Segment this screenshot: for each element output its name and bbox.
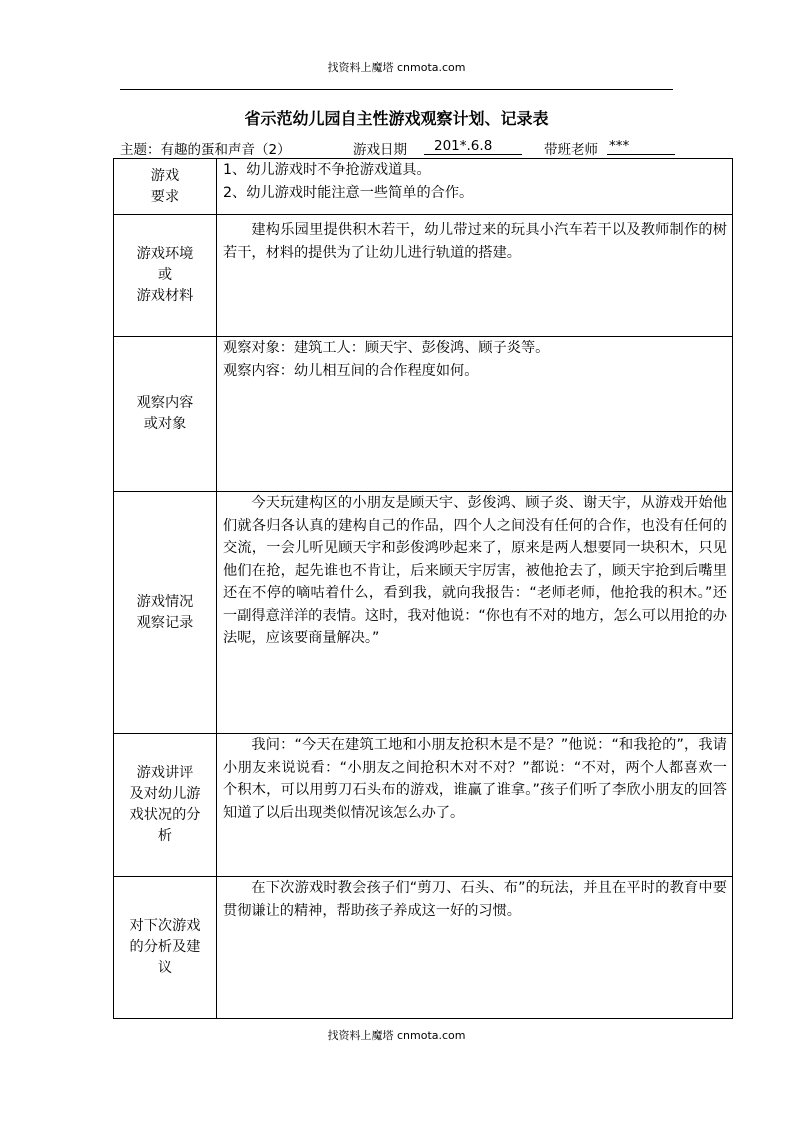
label-line: 对下次游戏 <box>129 918 201 934</box>
date-field <box>424 138 522 155</box>
label-evaluation <box>114 734 217 877</box>
label-line: 或 <box>157 267 173 283</box>
label-line: 的分析及建 <box>129 939 201 955</box>
content-evaluation <box>217 734 733 877</box>
label-line: 或对象 <box>143 416 187 432</box>
label-line: 游戏讲评 <box>136 765 194 781</box>
row-requirements <box>114 159 733 215</box>
evaluation-text: 我问：“今天在建筑工地和小朋友抢积木是不是？”他说：“和我抢的”，我请小朋友来说说看：“小朋友之间抢积木对不对？”都说：“不对，两个人都喜欢一个积木，可以用剪刀石头布的游戏，谁赢了谁拿。”孩子们听了李欣小朋友的回答知道了以后出现类似情况该怎么办了。 <box>223 737 727 821</box>
row-evaluation <box>114 734 733 877</box>
teacher-value: *** <box>607 138 675 155</box>
document-title: 省示范幼儿园自主性游戏观察计划、记录表 <box>244 109 549 128</box>
label-line: 游戏材料 <box>136 288 194 304</box>
content-observation-record <box>217 492 733 734</box>
suggestions-text: 在下次游戏时教会孩子们“剪刀、石头、布”的玩法，并且在平时的教育中要贯彻谦让的精神，帮助孩子养成这一好的习惯。 <box>223 880 727 919</box>
content-requirements <box>217 159 733 215</box>
label-line: 议 <box>157 960 173 976</box>
date-value: 201*.6.8 <box>424 138 522 155</box>
row-observation-record <box>114 492 733 734</box>
label-line: 观察内容 <box>136 395 194 411</box>
label-line: 游戏环境 <box>136 246 194 262</box>
observation-target-text: 观察对象：建筑工人：顾天宇、彭俊鸿、顾子炎等。 <box>223 340 550 356</box>
row-observation-target <box>114 337 733 492</box>
observation-content-text: 观察内容：幼儿相互间的合作程度如何。 <box>223 362 479 379</box>
label-line: 观察记录 <box>136 614 194 631</box>
label-requirements <box>114 159 217 215</box>
content-observation-target <box>217 337 733 492</box>
content-next-suggestions <box>217 877 733 1019</box>
observation-record-text: 今天玩建构区的小朋友是顾天宇、彭俊鸿、顾子炎、谢天宇，从游戏开始他们就各归各认真的建构自己的作品，四个人之间没有任何的合作，也没有任何的交流，一会儿听见顾天宇和彭俊鸿吵起来了，原来是两人想要同一块积木，只见他们在抢，起先谁也不肯让，后来顾天宇厉害，被他抢去了，顾天宇抢到后嘴里还在不停的嘀咕着什么，看到我，就向我报告：“老师老师，他抢我的积木。”还一副得意洋洋的表情。这时，我对他说：“你也有不对的地方，怎么可以用抢的办法呢，应该要商量解决。” <box>223 495 727 646</box>
requirement-item: 1、幼儿游戏时不争抢游戏道具。 <box>223 162 431 178</box>
label-line: 析 <box>157 828 173 844</box>
page-footer: 找资料上魔塔 cnmota.com <box>327 1029 466 1042</box>
observation-table <box>113 158 733 1019</box>
label-line: 戏状况的分 <box>129 807 201 823</box>
requirement-item: 2、幼儿游戏时能注意一些简单的合作。 <box>223 184 474 201</box>
teacher-label: 带班老师 <box>544 142 598 158</box>
label-observation-record <box>114 492 217 734</box>
page-header: 找资料上魔塔 cnmota.com <box>327 61 466 74</box>
teacher-field <box>607 138 675 155</box>
label-line: 游戏情况 <box>136 593 194 610</box>
theme-label: 主题：有趣的蛋和声音（2） <box>120 142 291 158</box>
label-next-suggestions <box>114 877 217 1019</box>
row-environment <box>114 215 733 337</box>
header-rule <box>120 89 673 90</box>
row-next-suggestions <box>114 877 733 1019</box>
content-environment <box>217 215 733 337</box>
label-line: 及对幼儿游 <box>129 786 201 802</box>
label-observation-target <box>114 337 217 492</box>
date-label: 游戏日期 <box>353 142 407 158</box>
label-line: 游戏 <box>150 167 180 184</box>
label-line: 要求 <box>150 188 180 205</box>
label-environment <box>114 215 217 337</box>
environment-text: 建构乐园里提供积木若干，幼儿带过来的玩具小汽车若干以及教师制作的树若干，材料的提供为了让幼儿进行轨道的搭建。 <box>223 222 727 261</box>
